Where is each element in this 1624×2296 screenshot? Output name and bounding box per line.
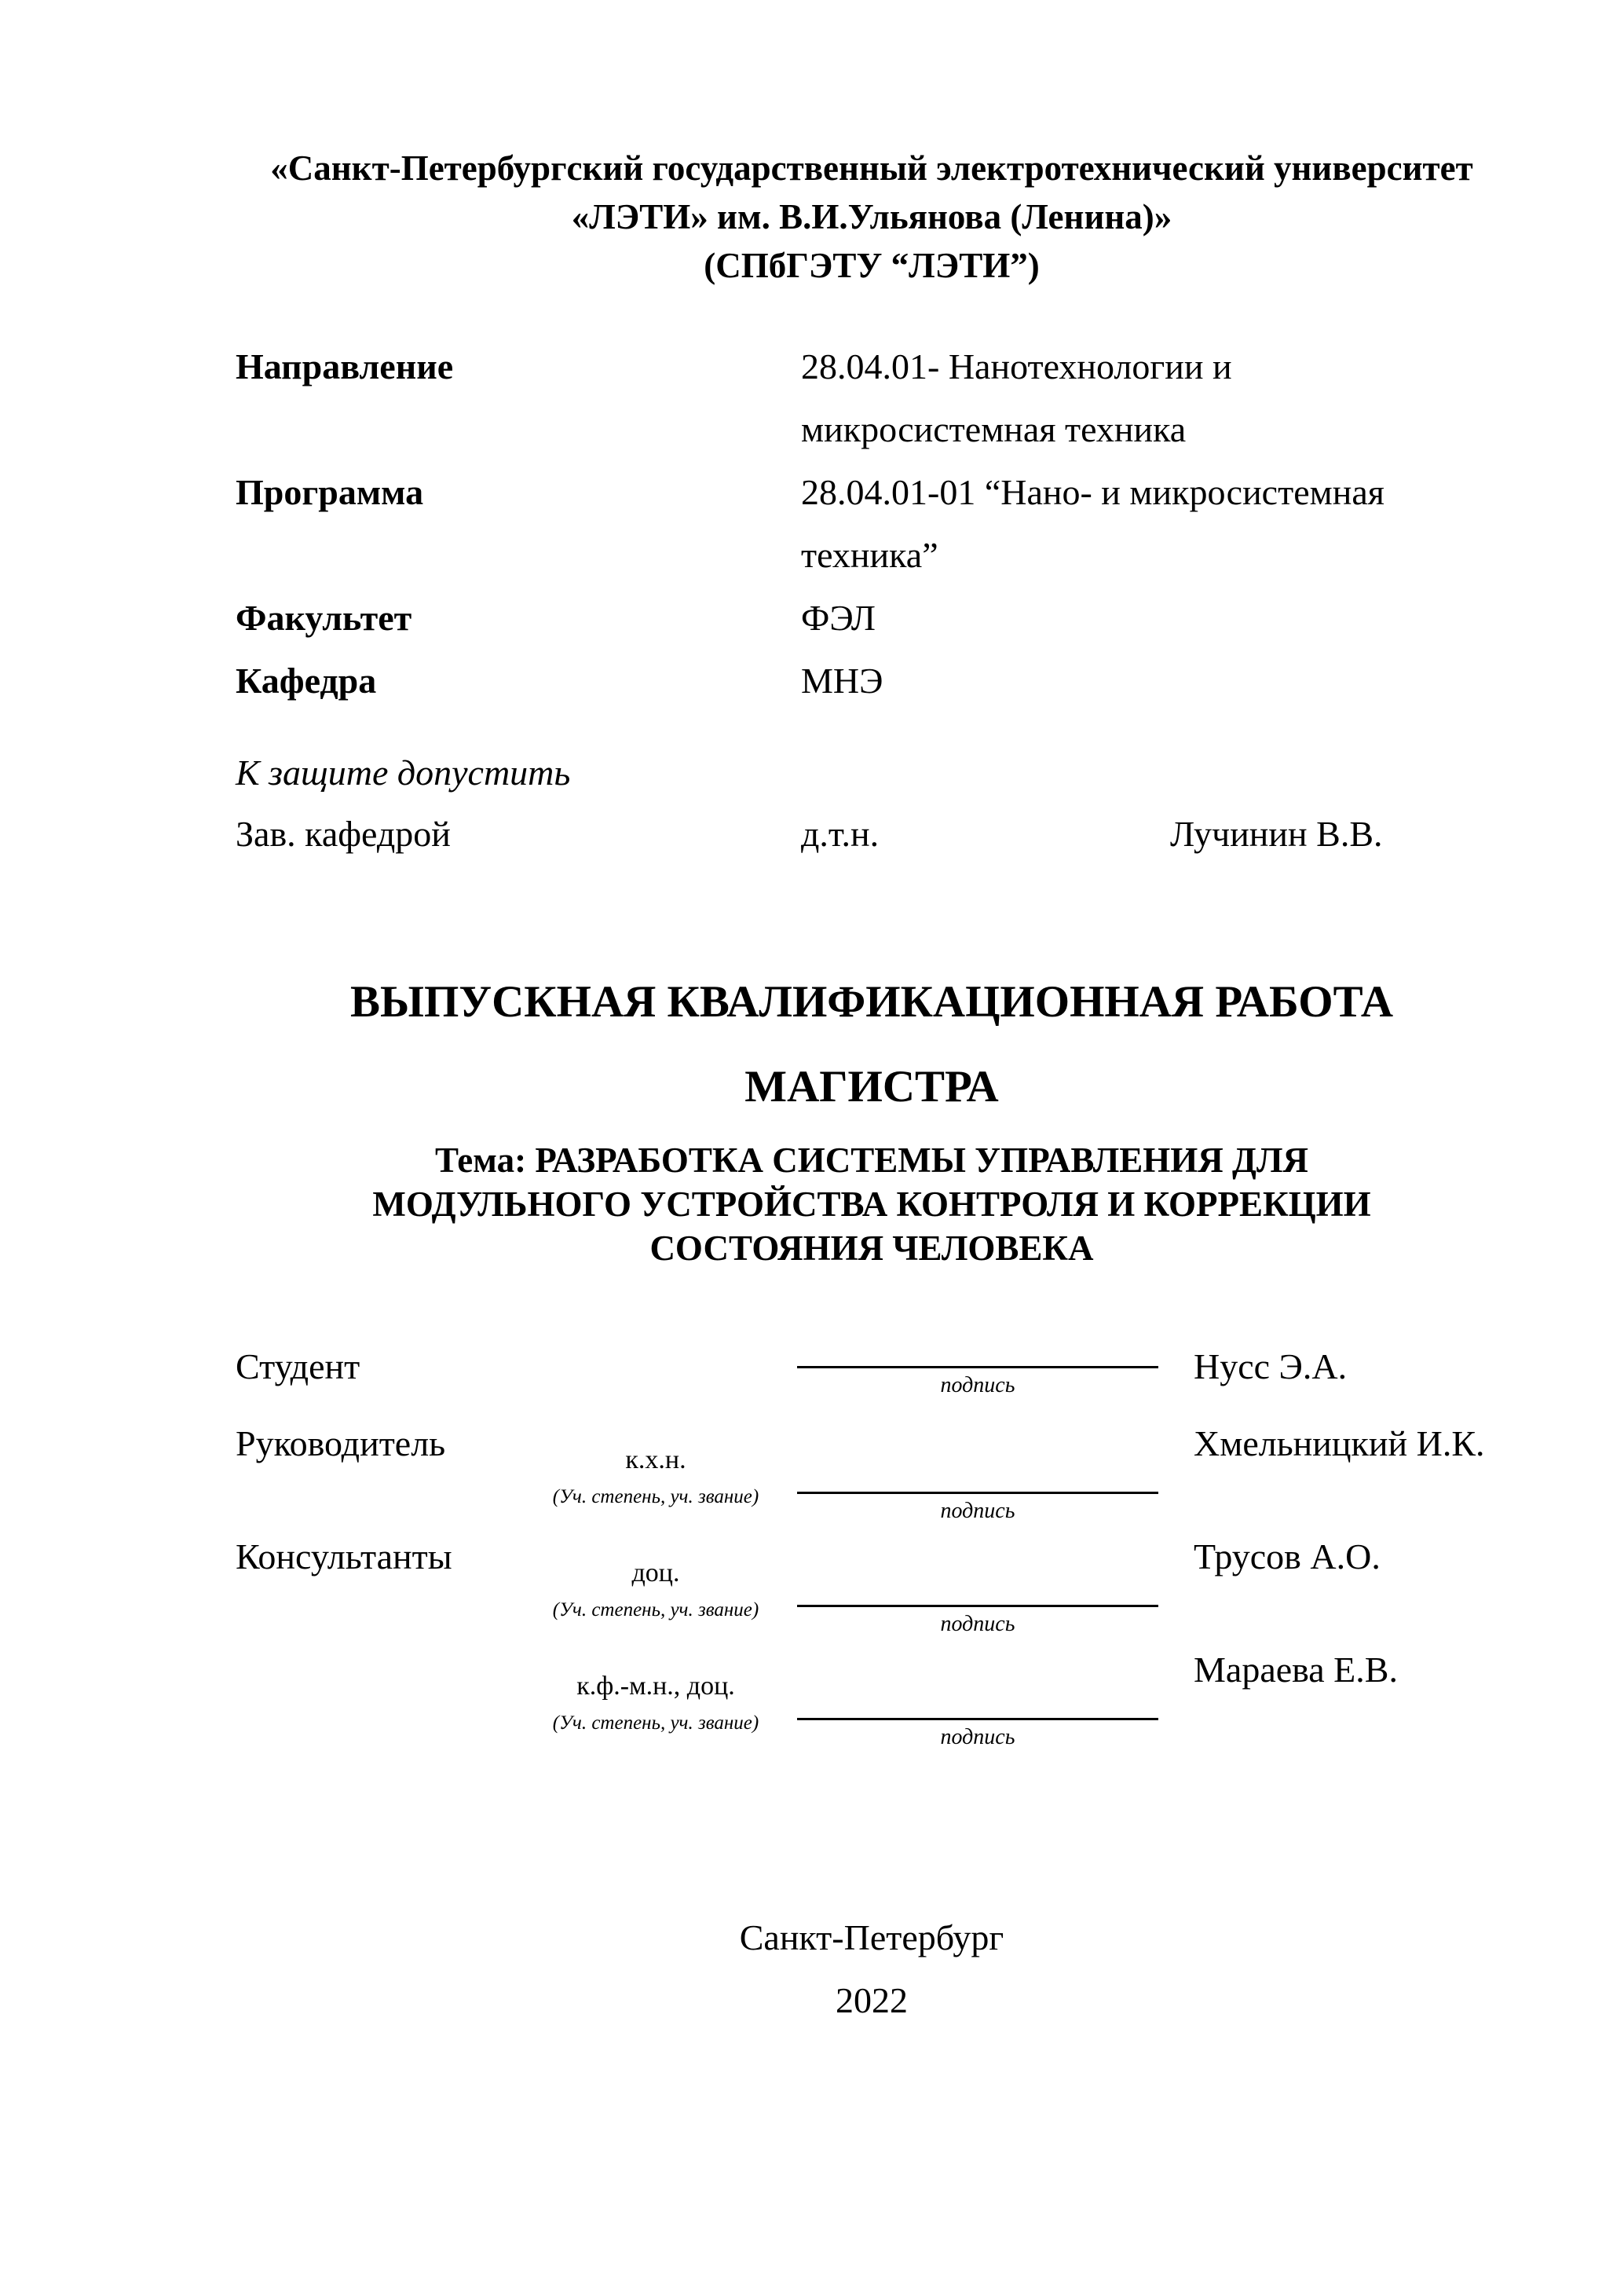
- direction-value: [801, 335, 1508, 461]
- consultant-2-degree: [542, 1646, 770, 1735]
- consultant-1-signature-area: [797, 1532, 1158, 1638]
- supervisor-name: Хмельницкий И.К.: [1194, 1423, 1485, 1463]
- spacer: [797, 1419, 1158, 1492]
- requisite-row-faculty: [236, 587, 1508, 650]
- requisite-row-direction: [236, 335, 1508, 461]
- supervisor-degree: [542, 1419, 770, 1509]
- student-degree: [542, 1342, 770, 1368]
- consultant-1-degree-text: доц.: [631, 1558, 680, 1587]
- consultant-2-degree-note: (Уч. степень, уч. звание): [552, 1712, 759, 1734]
- program-label: Программа: [236, 472, 424, 512]
- head-of-department-degree: д.т.н.: [801, 814, 880, 854]
- direction-value-line1: 28.04.01- Нанотехнологии и: [801, 346, 1232, 386]
- work-title-line1: ВЫПУСКНАЯ КВАЛИФИКАЦИОННАЯ РАБОТА: [349, 977, 1393, 1027]
- university-abbreviation: (СПбГЭТУ “ЛЭТИ”): [704, 246, 1040, 285]
- spacer: [797, 1342, 1158, 1366]
- signature-row-supervisor: [236, 1419, 1508, 1525]
- department-label: Кафедра: [236, 661, 377, 701]
- footer-block: [236, 1906, 1508, 2032]
- signature-caption: подпись: [940, 1725, 1015, 1749]
- signature-line: [797, 1605, 1158, 1607]
- requisite-row-program: [236, 461, 1508, 587]
- theme-text-line2: МОДУЛЬНОГО УСТРОЙСТВА КОНТРОЛЯ И КОРРЕКЦИИ: [372, 1185, 1371, 1224]
- signature-row-consultant-1: [236, 1532, 1508, 1638]
- program-value-line1: 28.04.01-01 “Нано- и микросистемная: [801, 472, 1384, 512]
- admission-phrase: К защите допустить: [236, 753, 571, 793]
- direction-value-line2: микросистемная техника: [801, 409, 1187, 449]
- program-value: [801, 461, 1508, 587]
- consultant-2-name: Мараева Е.В.: [1194, 1650, 1398, 1690]
- consultant-1-name: Трусов А.О.: [1194, 1536, 1381, 1576]
- signature-line: [797, 1366, 1158, 1368]
- signature-row-student: [236, 1342, 1508, 1399]
- consultant-2-degree-text: к.ф.-м.н., доц.: [576, 1672, 735, 1701]
- faculty-label: Факультет: [236, 598, 412, 638]
- department-value: МНЭ: [801, 661, 883, 701]
- head-of-department-name: Лучинин В.В.: [1170, 814, 1383, 854]
- consultant-1-degree-note: (Уч. степень, уч. звание): [552, 1599, 759, 1620]
- supervisor-signature-area: [797, 1419, 1158, 1525]
- work-title-line2: МАГИСТРА: [744, 1062, 999, 1111]
- supervisor-label: Руководитель: [236, 1423, 446, 1463]
- signatures-block: [236, 1342, 1508, 1751]
- year: 2022: [836, 1980, 908, 2020]
- signature-line: [797, 1492, 1158, 1494]
- theme-text-line1: РАЗРАБОТКА СИСТЕМЫ УПРАВЛЕНИЯ ДЛЯ: [535, 1141, 1309, 1180]
- direction-label: Направление: [236, 346, 454, 386]
- signature-line: [797, 1718, 1158, 1720]
- signature-row-consultant-2: [236, 1646, 1508, 1751]
- signature-caption: подпись: [940, 1612, 1015, 1636]
- theme-block: [236, 1138, 1508, 1270]
- supervisor-degree-text: к.х.н.: [625, 1445, 686, 1474]
- spacer: [797, 1532, 1158, 1605]
- spacer: [797, 1646, 1158, 1718]
- admission-row: [236, 810, 1508, 859]
- requisites-block: [236, 335, 1508, 712]
- theme-label: Тема:: [434, 1141, 527, 1180]
- student-signature-area: [797, 1342, 1158, 1399]
- university-name-line1: «Санкт-Петербургский государственный электротехнический университет: [270, 148, 1473, 188]
- consultant-1-degree: [542, 1532, 770, 1622]
- student-label: Студент: [236, 1346, 360, 1386]
- student-name: Нусс Э.А.: [1194, 1346, 1348, 1386]
- university-header: [236, 144, 1508, 290]
- head-of-department-label: Зав. кафедрой: [236, 814, 451, 854]
- consultants-label: Консультанты: [236, 1536, 452, 1576]
- consultant-2-signature-area: [797, 1646, 1158, 1751]
- supervisor-degree-note: (Уч. степень, уч. звание): [552, 1486, 759, 1507]
- signature-caption: подпись: [940, 1499, 1015, 1523]
- theme-line1: [236, 1138, 1508, 1182]
- theme-text-line3: СОСТОЯНИЯ ЧЕЛОВЕКА: [649, 1229, 1094, 1268]
- city: Санкт-Петербург: [739, 1917, 1004, 1957]
- signature-caption: подпись: [940, 1373, 1015, 1397]
- program-value-line2: техника”: [801, 535, 938, 575]
- faculty-value: ФЭЛ: [801, 598, 876, 638]
- university-name-line2: «ЛЭТИ» им. В.И.Ульянова (Ленина)»: [571, 197, 1172, 236]
- requisite-row-department: [236, 650, 1508, 712]
